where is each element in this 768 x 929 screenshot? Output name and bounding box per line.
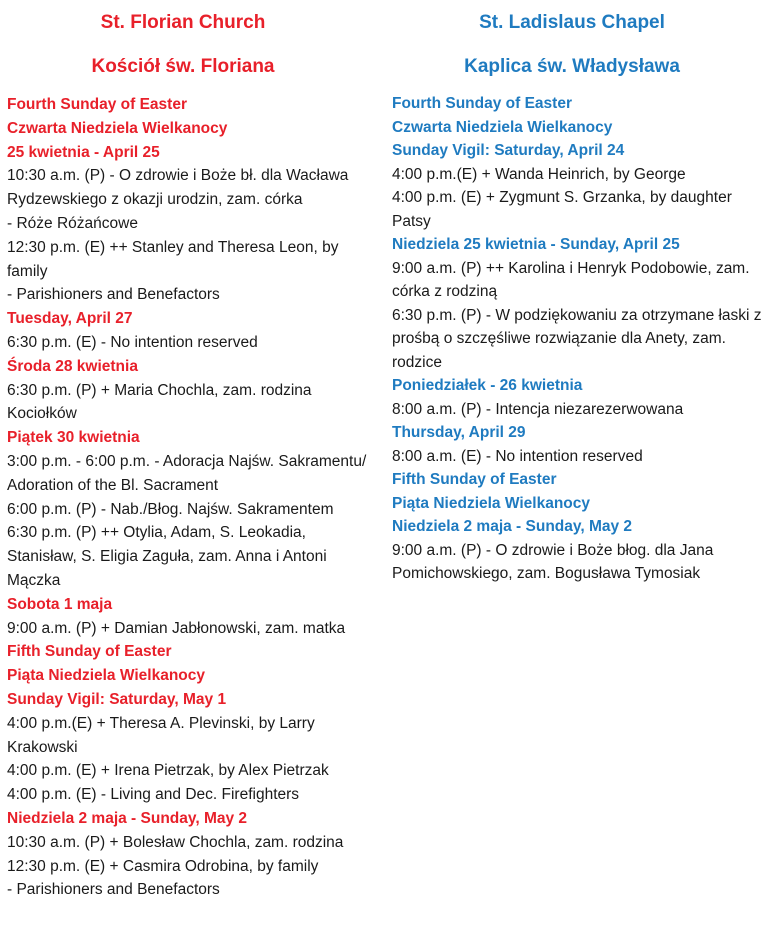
st-florian-column (7, 0, 367, 902)
church-title: St. Florian Church (100, 12, 266, 33)
intention-line: - Parishioners and Benefactors (7, 881, 220, 899)
mass-intentions-list (392, 92, 762, 586)
chapel-subtitle: Kaplica św. Władysława (464, 56, 680, 77)
st-ladislaus-column (392, 0, 762, 586)
date-heading: Piąta Niedziela Wielkanocy (7, 667, 205, 685)
church-subtitle: Kościół św. Floriana (91, 56, 275, 77)
date-heading: Niedziela 25 kwietnia - Sunday, April 25 (392, 236, 680, 253)
date-heading: Czwarta Niedziela Wielkanocy (7, 119, 228, 137)
chapel-title: St. Ladislaus Chapel (479, 12, 665, 33)
intention-line: 10:30 a.m. (P) + Bolesław Chochla, zam. rodzina (7, 833, 344, 851)
intention-line: - Parishioners and Benefactors (7, 286, 220, 304)
date-heading: Niedziela 2 maja - Sunday, May 2 (7, 809, 248, 827)
date-heading: Thursday, April 29 (392, 424, 526, 441)
intention-line: 4:00 p.m.(E) + Theresa A. Plevinski, by Larry Krakowski (7, 714, 315, 756)
date-heading: Tuesday, April 27 (7, 310, 133, 328)
intention-line: 3:00 p.m. - 6:00 p.m. - Adoracja Najśw. Sakramentu/ Adoration of the Bl. Sacrament (7, 452, 367, 494)
date-heading: Fifth Sunday of Easter (7, 643, 172, 661)
date-heading: Piątek 30 kwietnia (7, 429, 140, 447)
intention-line: 6:30 p.m. (P) + Maria Chochla, zam. rodzina Kociołków (7, 381, 312, 423)
date-heading: Piąta Niedziela Wielkanocy (392, 494, 590, 512)
intention-line: 8:00 a.m. (E) - No intention reserved (392, 447, 643, 465)
intention-line: 6:30 p.m. (E) - No intention reserved (7, 333, 258, 351)
intention-line: 12:30 p.m. (E) ++ Stanley and Theresa Leon, by family (7, 238, 339, 280)
date-heading: Sunday Vigil: Saturday, May 1 (7, 690, 227, 708)
intention-line: 6:30 p.m. (P) ++ Otylia, Adam, S. Leokadia, Stanisław, S. Eligia Zaguła, zam. Anna i Antoni Mączka (7, 524, 327, 589)
intention-line: - Róże Różańcowe (7, 214, 138, 232)
date-heading: Sunday Vigil: Saturday, April 24 (392, 142, 625, 159)
intention-line: 4:00 p.m.(E) + Wanda Heinrich, by George (392, 165, 686, 183)
intention-line: 9:00 a.m. (P) ++ Karolina i Henryk Podobowie, zam. córka z rodziną (392, 259, 750, 300)
date-heading: Sobota 1 maja (7, 595, 113, 613)
date-heading: Niedziela 2 maja - Sunday, May 2 (392, 518, 633, 535)
date-heading: 25 kwietnia - April 25 (7, 143, 160, 161)
intention-line: 6:30 p.m. (P) - W podziękowaniu za otrzymane łaski z prośbą o szczęśliwe rozwiązanie dla Anety, zam. rodzice (392, 306, 762, 371)
date-heading: Fifth Sunday of Easter (392, 471, 557, 488)
intention-line: 4:00 p.m. (E) + Irena Pietrzak, by Alex Pietrzak (7, 762, 329, 780)
intention-line: 9:00 a.m. (P) - O zdrowie i Boże błog. dla Jana Pomichowskiego, zam. Bogusława Tymosiak (392, 541, 714, 582)
date-heading: Czwarta Niedziela Wielkanocy (392, 118, 613, 136)
intention-line: 9:00 a.m. (P) + Damian Jabłonowski, zam. matka (7, 619, 346, 637)
intention-line: 12:30 p.m. (E) + Casmira Odrobina, by family (7, 857, 319, 875)
date-heading: Fourth Sunday of Easter (7, 96, 187, 113)
date-heading: Środa 28 kwietnia (7, 357, 138, 375)
mass-intentions-list (7, 93, 367, 902)
intention-line: 4:00 p.m. (E) + Zygmunt S. Grzanka, by daughter Patsy (392, 189, 732, 230)
intention-line: 6:00 p.m. (P) - Nab./Błog. Najśw. Sakramentem (7, 500, 334, 518)
date-heading: Fourth Sunday of Easter (392, 95, 572, 112)
intention-line: 10:30 a.m. (P) - O zdrowie i Boże bł. dla Wacława Rydzewskiego z okazji urodzin, zam. córka (7, 167, 349, 209)
intention-line: 4:00 p.m. (E) - Living and Dec. Firefighters (7, 786, 300, 804)
intention-line: 8:00 a.m. (P) - Intencja niezarezerwowana (392, 400, 684, 418)
date-heading: Poniedziałek - 26 kwietnia (392, 377, 583, 394)
